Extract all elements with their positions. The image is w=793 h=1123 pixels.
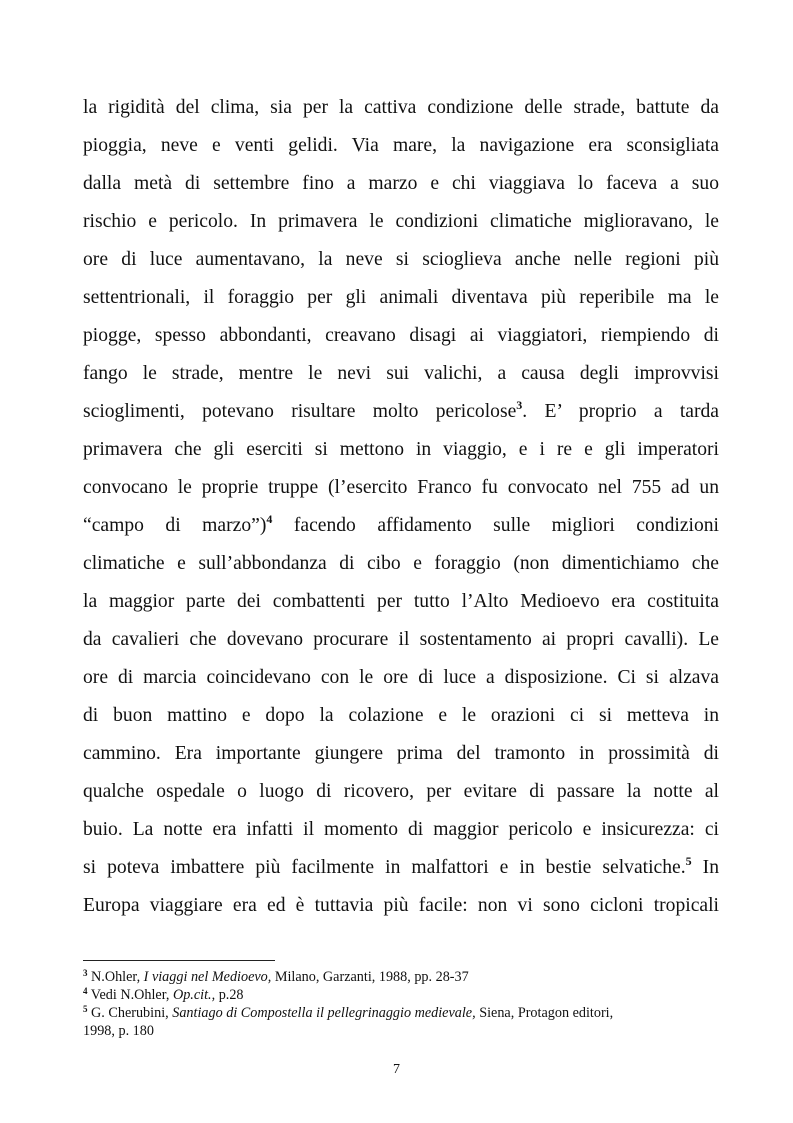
body-line-21 [83, 856, 719, 880]
body-line-21-a: si poteva imbattere più facilmente in malfattori e in bestie selvatiche. [83, 857, 686, 878]
body-line-19: qualche ospedale o luogo di ricovero, per evitare di passare la notte al [83, 781, 719, 802]
body-line-7: piogge, spesso abbondanti, creavano disagi ai viaggiatori, riempiendo di [83, 325, 719, 346]
footnote-3-author: N.Ohler, [87, 969, 144, 985]
page-number: 7 [393, 1062, 400, 1077]
body-line-6: settentrionali, il foraggio per gli animali diventava più reperibile ma le [83, 287, 719, 308]
body-line-13: climatiche e sull’abbondanza di cibo e foraggio (non dimentichiamo che [83, 553, 719, 574]
body-line-9-b: . E’ proprio a tarda [522, 401, 719, 422]
body-line-12-a: “campo di marzo”) [83, 515, 267, 536]
footnote-ref-3: 3 [516, 398, 523, 412]
body-line-1: la rigidità del clima, sia per la cattiva condizione delle strade, battute da [83, 97, 719, 118]
body-line-8: fango le strade, mentre le nevi sui valichi, a causa degli improvvisi [83, 363, 719, 384]
footnote-3-details: Milano, Garzanti, 1988, pp. 28-37 [271, 969, 469, 985]
body-line-11: convocano le proprie truppe (l’esercito Franco fu convocato nel 755 ad un [83, 477, 719, 498]
footnote-4-details: p.28 [215, 987, 244, 1003]
footnote-4-number: 4 [83, 986, 88, 996]
footnote-3-number: 3 [83, 968, 88, 978]
body-line-5: ore di luce aumentavano, la neve si scioglieva anche nelle regioni più [83, 249, 719, 270]
footnote-ref-4: 4 [266, 512, 273, 526]
body-line-16: ore di marcia coincidevano con le ore di luce a disposizione. Ci si alzava [83, 667, 719, 688]
footnote-3-title: I viaggi nel Medioevo, [143, 969, 272, 985]
body-line-21-b: In [691, 857, 719, 878]
body-line-22: Europa viaggiare era ed è tuttavia più facile: non vi sono cicloni tropicali [83, 895, 719, 916]
footnote-5 [83, 1005, 723, 1022]
footnote-separator [83, 960, 275, 961]
body-line-17: di buon mattino e dopo la colazione e le orazioni ci si metteva in [83, 705, 719, 726]
footnote-ref-5: 5 [685, 854, 692, 868]
body-line-14: la maggior parte dei combattenti per tutto l’Alto Medioevo era costituita [83, 591, 719, 612]
body-line-18: cammino. Era importante giungere prima del tramonto in prossimità di [83, 743, 719, 764]
footnote-5-title: Santiago di Compostella il pellegrinaggio medievale, [172, 1005, 476, 1021]
footnote-4-title: Op.cit., [172, 987, 216, 1003]
footnote-5-line-2: 1998, p. 180 [83, 1023, 154, 1039]
footnote-4 [83, 987, 723, 1004]
footnote-4-author: Vedi N.Ohler, [87, 987, 173, 1003]
body-line-12 [83, 514, 719, 538]
footnote-5-number: 5 [83, 1004, 88, 1014]
footnote-5-details: Siena, Protagon editori, [475, 1005, 614, 1021]
body-line-20: buio. La notte era infatti il momento di maggior pericolo e insicurezza: ci [83, 819, 719, 840]
footnote-3 [83, 969, 723, 986]
body-line-10: primavera che gli eserciti si mettono in viaggio, e i re e gli imperatori [83, 439, 719, 460]
body-line-9-a: scioglimenti, potevano risultare molto pericolose [83, 401, 517, 422]
body-line-3: dalla metà di settembre fino a marzo e chi viaggiava lo faceva a suo [83, 173, 719, 194]
body-line-4: rischio e pericolo. In primavera le condizioni climatiche miglioravano, le [83, 211, 719, 232]
body-line-12-b: facendo affidamento sulle migliori condizioni [272, 515, 719, 536]
body-line-15: da cavalieri che dovevano procurare il sostentamento ai propri cavalli). Le [83, 629, 719, 650]
footnote-5-author: G. Cherubini, [87, 1005, 173, 1021]
body-line-2: pioggia, neve e venti gelidi. Via mare, la navigazione era sconsigliata [83, 135, 719, 156]
body-line-9 [83, 400, 719, 424]
